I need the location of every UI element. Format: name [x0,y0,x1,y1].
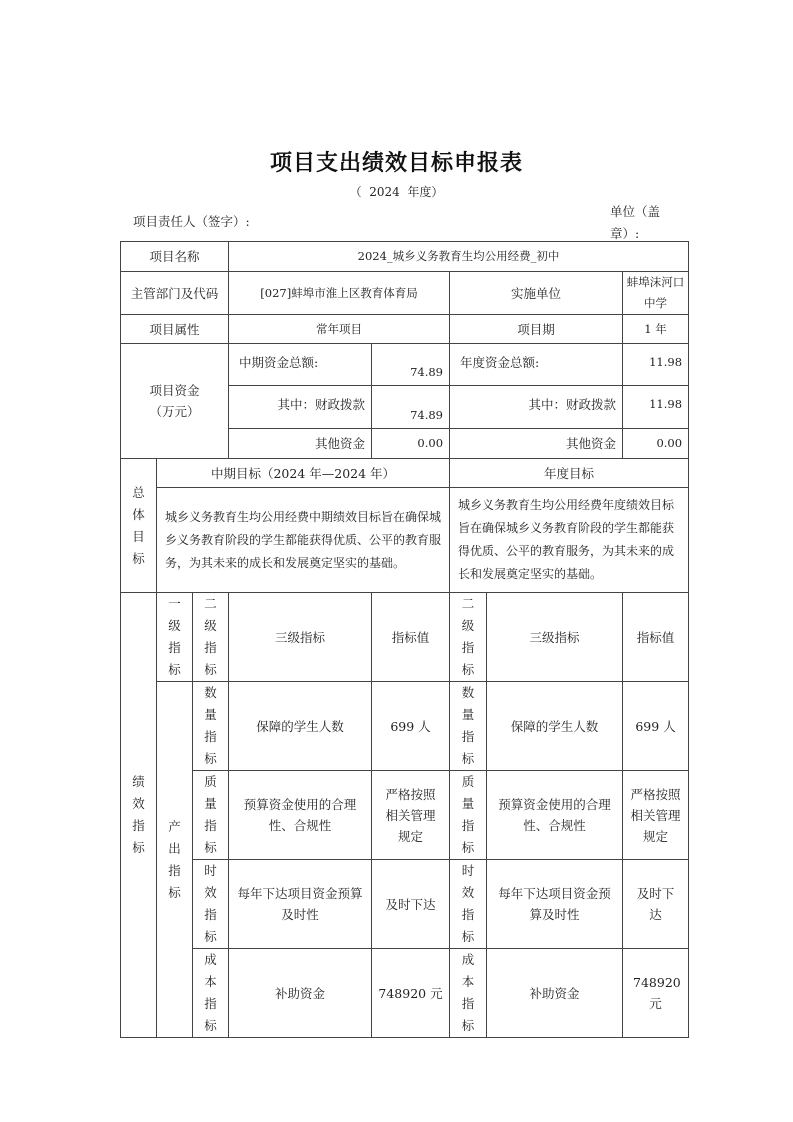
year-fiscal-label: 其中：财政拨款 [450,386,623,429]
level2-char: 指 [461,729,475,744]
mid-level3-indicator: 每年下达项目资金预算及时性 [229,860,372,949]
year-level3-indicator: 每年下达项目资金预算及时性 [487,860,623,949]
header-char: 标 [168,662,181,677]
performance-indicators-label-char: 效 [132,796,145,811]
year-other-value: 0.00 [623,429,689,459]
mid-term-goal-text: 城乡义务教育生均公用经费中期绩效目标旨在确保城乡义务教育阶段的学生都能获得优质、公平的教育服务，为其未来的成长和发展奠定坚实的基础。 [157,488,450,593]
overall-goals-label-char: 体 [132,506,145,522]
level2-char: 质 [204,774,217,789]
mid-fiscal-label: 其中：财政拨款 [229,386,372,429]
level2-char: 效 [461,885,475,900]
header-char: 指 [204,640,217,655]
level2-char: 标 [204,751,217,766]
project-name-value: 2024_城乡义务教育生均公用经费_初中 [229,242,689,272]
level2-char: 量 [461,796,475,811]
output-indicator-char: 指 [168,862,181,878]
header-char: 标 [461,662,475,677]
mid-level3-indicator: 预算资金使用的合理性、合规性 [229,771,372,860]
performance-goal-form [120,241,689,1038]
project-attribute-value: 常年项目 [229,315,450,344]
year-level3-indicator: 保障的学生人数 [487,682,623,771]
level2-char: 标 [204,840,217,855]
mid-level2-indicator-header [193,593,229,682]
level2-char: 效 [204,885,217,900]
level2-char: 数 [461,685,475,700]
mid-level3-indicator-header: 三级指标 [229,593,372,682]
level2-char: 标 [461,751,475,766]
mid-total-label: 中期资金总额: [229,344,372,386]
project-owner-signature-label: 项目责任人（签字）: [133,214,250,229]
year-level2-indicator-header [450,593,487,682]
year-level2-indicator [450,771,487,860]
mid-indicator-value: 748920 元 [372,949,450,1038]
level2-char: 量 [204,796,217,811]
row-goals-header [121,459,689,488]
level2-char: 指 [461,996,475,1011]
header-char: 级 [168,618,181,633]
year-indicator-value: 748920 元 [623,949,689,1038]
row-indicator-header [121,593,689,682]
level2-char: 本 [461,974,475,989]
form-title: 项目支出绩效目标申报表 [269,151,523,176]
mid-fiscal-value: 74.89 [372,386,450,429]
header-char: 二 [204,596,217,611]
year-level2-indicator [450,682,487,771]
project-attribute-label: 项目属性 [121,315,229,344]
mid-other-value: 0.00 [372,429,450,459]
level2-char: 标 [461,1018,475,1033]
year-level3-indicator-header: 三级指标 [487,593,623,682]
year-total-label: 年度资金总额: [450,344,623,386]
level2-char: 量 [204,707,217,722]
level2-char: 质 [461,774,475,789]
level2-char: 指 [461,818,475,833]
indicator-row [121,860,689,949]
mid-level3-indicator: 补助资金 [229,949,372,1038]
project-funds-label [121,344,229,459]
header-char: 一 [168,596,181,611]
performance-indicators-label-char: 指 [132,818,145,833]
level2-char: 指 [461,907,475,922]
year-total-value: 11.98 [623,344,689,386]
year-indicator-value: 及时下达 [623,860,689,949]
level2-char: 标 [461,840,475,855]
annual-goal-text: 城乡义务教育生均公用经费年度绩效目标旨在确保城乡义务教育阶段的学生都能获得优质、公平的教育服务，为其未来的成长和发展奠定坚实的基础。 [450,488,689,593]
header-char: 级 [461,618,475,633]
project-funds-label-line1: 项目资金 [149,383,200,398]
annual-goal-header: 年度目标 [450,459,689,488]
year-level2-indicator [450,949,487,1038]
level2-char: 本 [204,974,217,989]
year-fiscal-value: 11.98 [623,386,689,429]
header-char: 二 [461,596,475,611]
header-char: 指 [461,640,475,655]
mid-indicator-value: 及时下达 [372,860,450,949]
performance-indicators-label [121,593,157,1038]
department-value: [027]蚌埠市淮上区教育体育局 [229,272,450,315]
mid-term-goal-header: 中期目标（2024 年—2024 年） [157,459,450,488]
indicator-row [121,771,689,860]
level2-char: 数 [204,685,217,700]
department-label: 主管部门及代码 [121,272,229,315]
level1-output-indicator [157,682,193,1038]
mid-indicator-value: 699 人 [372,682,450,771]
year-indicator-value: 699 人 [623,682,689,771]
indicator-row [121,949,689,1038]
row-goals-body [121,488,689,593]
row-funds-total [121,344,689,386]
overall-goals-label-char: 目 [132,528,145,544]
year-indicator-value-header: 指标值 [623,593,689,682]
project-name-label: 项目名称 [121,242,229,272]
row-attribute [121,315,689,344]
header-char: 标 [204,662,217,677]
year-level3-indicator: 预算资金使用的合理性、合规性 [487,771,623,860]
unit-seal-label-line2: 章）: [610,226,640,241]
mid-total-value: 74.89 [372,344,450,386]
level2-char: 时 [204,863,217,878]
header-char: 级 [204,618,217,633]
level2-char: 标 [461,929,475,944]
mid-level2-indicator [193,682,229,771]
mid-other-label: 其他资金 [229,429,372,459]
level1-indicator-header [157,593,193,682]
project-funds-label-line2: （万元） [149,404,200,419]
level2-char: 指 [204,729,217,744]
performance-indicators-label-char: 绩 [132,774,145,789]
mid-level2-indicator [193,949,229,1038]
overall-goals-label-char: 标 [132,550,145,566]
output-indicator-char: 产 [168,818,181,834]
row-department [121,272,689,315]
performance-indicators-label-char: 标 [132,840,145,855]
mid-indicator-value-header: 指标值 [372,593,450,682]
year-level2-indicator [450,860,487,949]
unit-seal-label [610,201,670,245]
level2-char: 时 [461,863,475,878]
output-indicator-char: 出 [168,840,181,856]
year-line: （ 2024 年度） [349,185,444,199]
header-char: 指 [168,640,181,655]
overall-goals-label [121,459,157,593]
mid-level3-indicator: 保障的学生人数 [229,682,372,771]
output-indicator-char: 标 [168,884,181,900]
level2-char: 标 [204,929,217,944]
level2-char: 量 [461,707,475,722]
level2-char: 指 [204,907,217,922]
level2-char: 成 [461,952,475,967]
level2-char: 成 [204,952,217,967]
row-project-name [121,242,689,272]
year-indicator-value: 严格按照相关管理规定 [623,771,689,860]
project-period-label: 项目期 [450,315,623,344]
level2-char: 指 [204,818,217,833]
year-other-label: 其他资金 [450,429,623,459]
unit-seal-label-line1: 单位（盖 [610,204,661,219]
level2-char: 指 [204,996,217,1011]
indicator-row [121,682,689,771]
implementing-unit-value: 蚌埠沫河口中学 [623,272,689,315]
level2-char: 标 [204,1018,217,1033]
mid-level2-indicator [193,771,229,860]
mid-level2-indicator [193,860,229,949]
year-level3-indicator: 补助资金 [487,949,623,1038]
mid-indicator-value: 严格按照相关管理规定 [372,771,450,860]
project-period-value: 1 年 [623,315,689,344]
implementing-unit-label: 实施单位 [450,272,623,315]
overall-goals-label-char: 总 [132,484,145,500]
